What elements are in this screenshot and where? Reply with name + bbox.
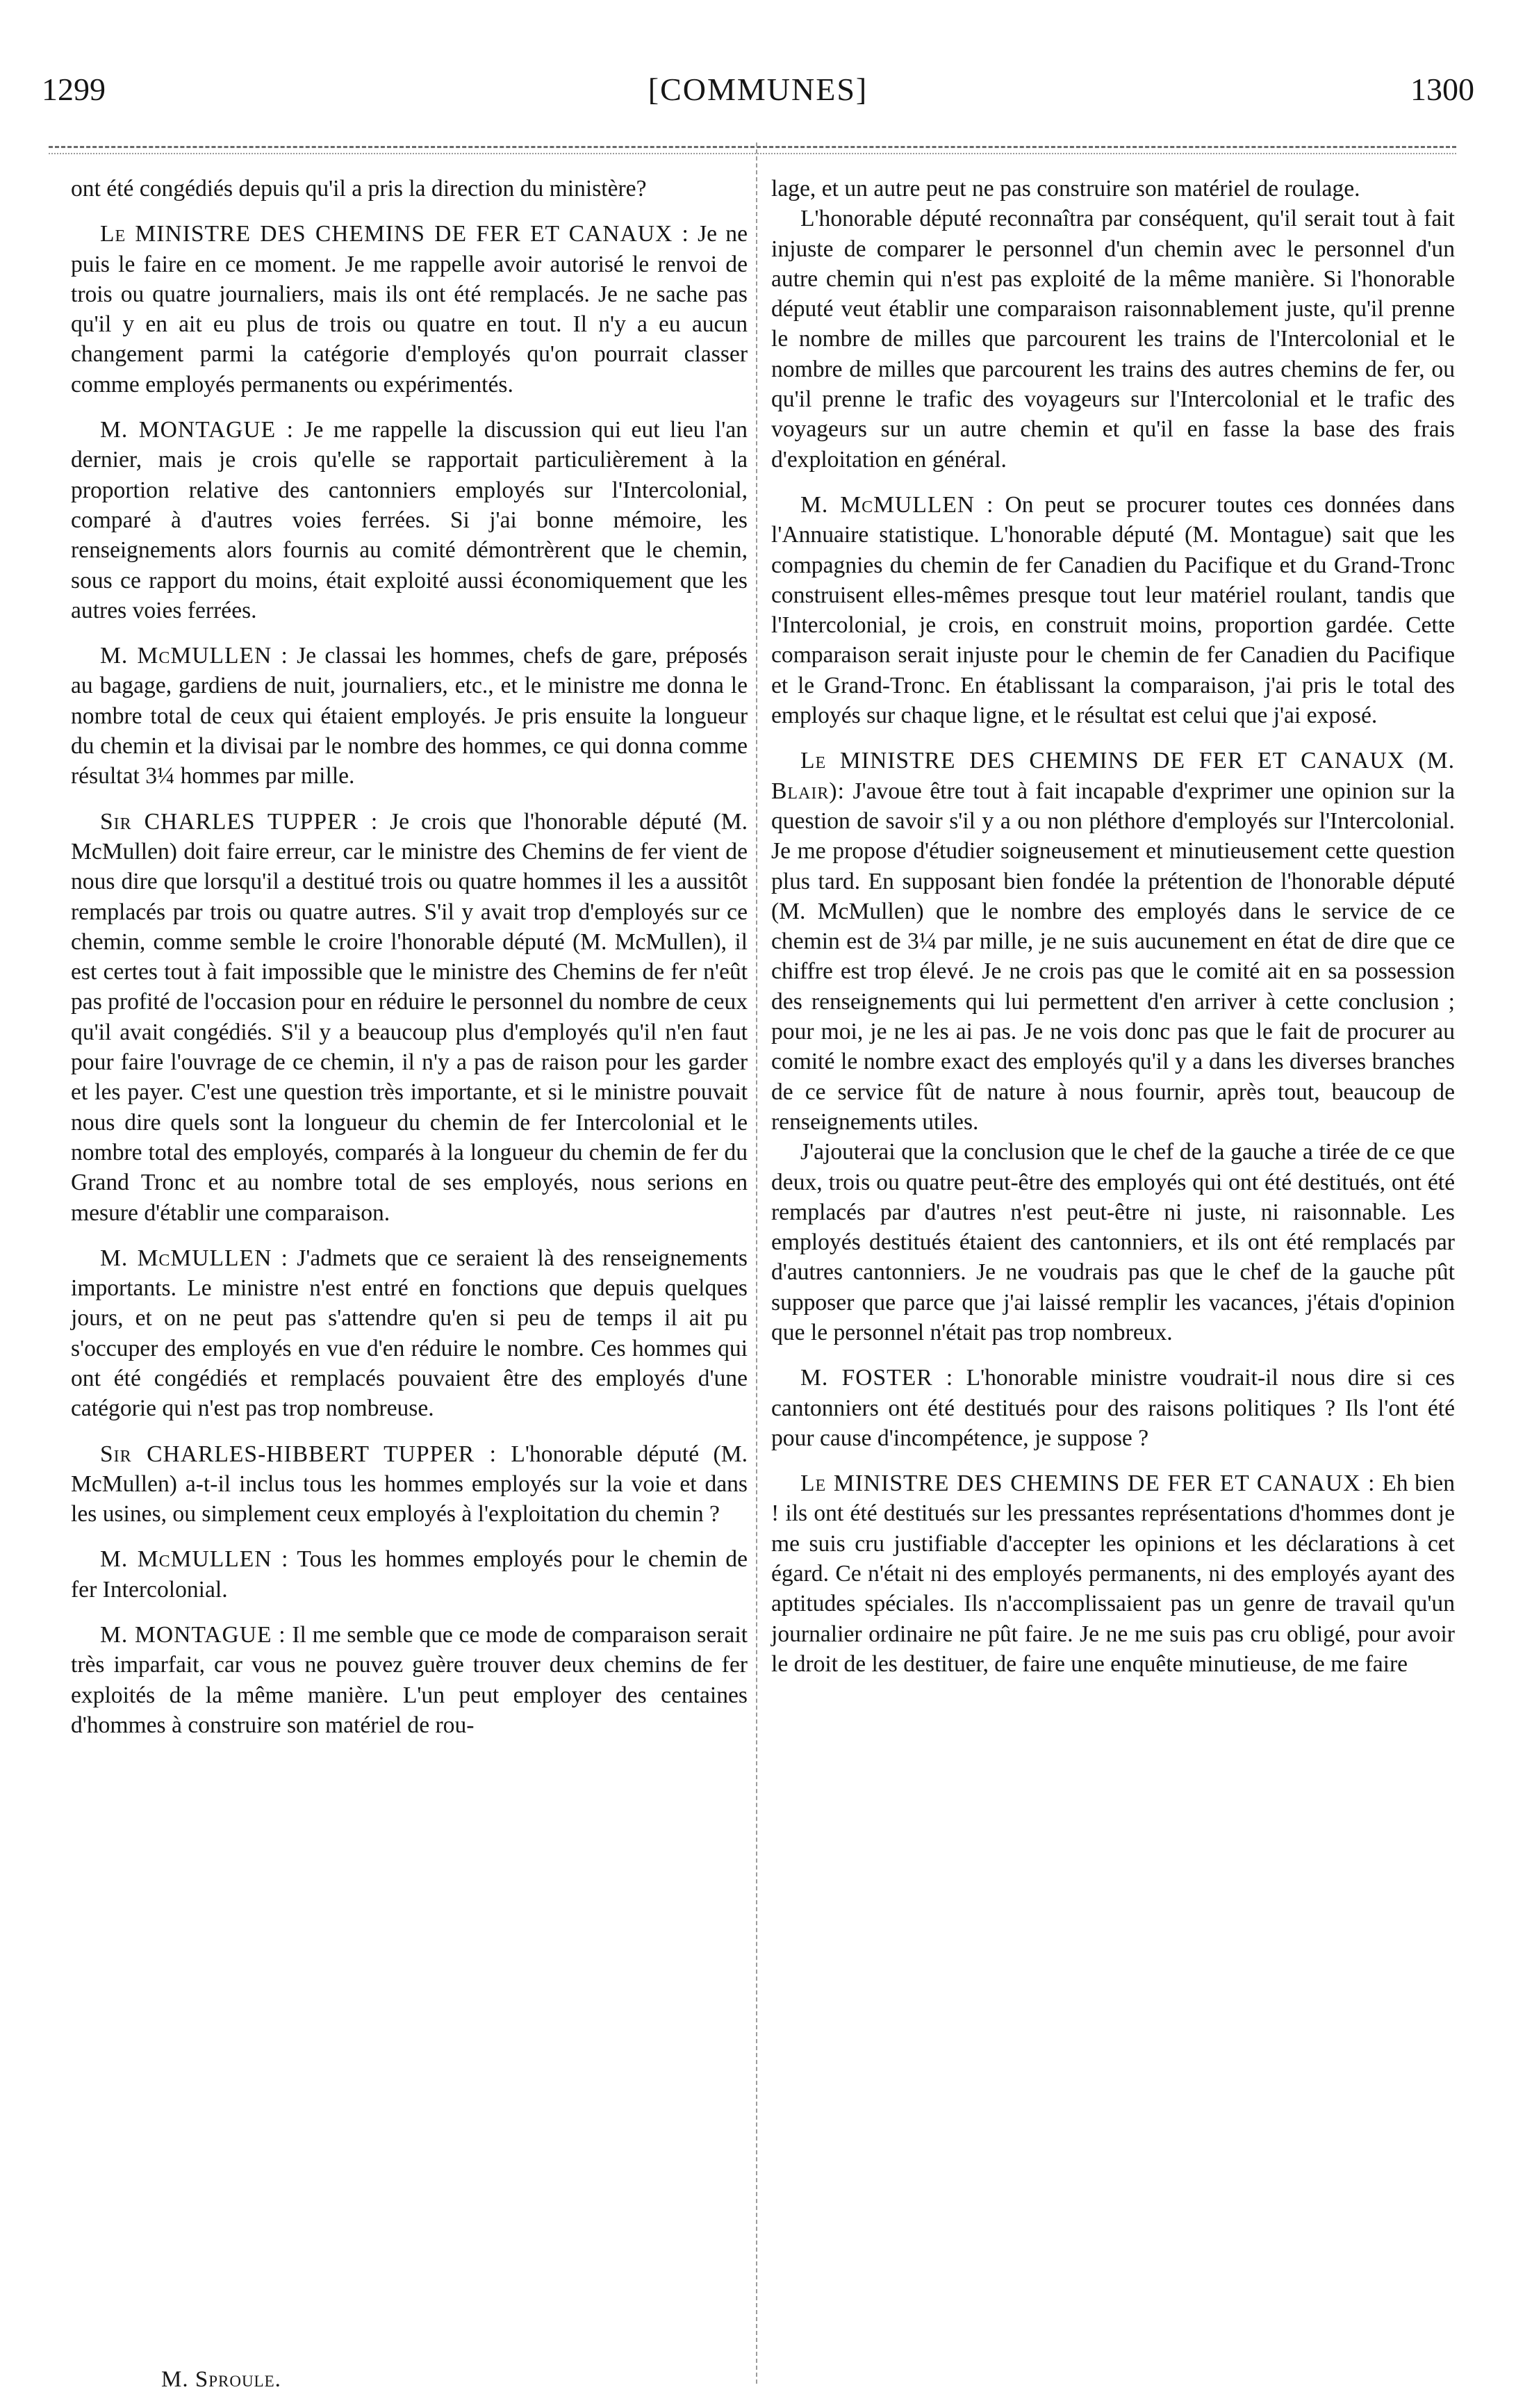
paragraph: M. MONTAGUE : Il me semble que ce mode de comparaison serait très imparfait, car vous ne pouvez guère trouver deux chemins de fer exploités de la même manière. L'un peut employer des centaines d'hommes à construire son matériel de rou- xyxy=(71,1622,748,1738)
speaker-name: M. McMULLEN : xyxy=(100,643,288,669)
paragraph: Sir CHARLES-HIBBERT TUPPER : L'honorable député (M. McMullen) a-t-il inclus tous les hommes employés sur la voie et dans les usines, ou simplement ceux employés à l'exploitation du chemin ? xyxy=(71,1441,748,1527)
speaker-name: M. McMULLEN : xyxy=(800,491,994,518)
speaker-name: M. McMULLEN : xyxy=(100,1245,288,1271)
speaker-name: M. MONTAGUE : xyxy=(100,1622,286,1648)
page-title: [COMMUNES] xyxy=(648,72,868,107)
paragraph: Sir CHARLES TUPPER : Je crois que l'honorable député (M. McMullen) doit faire erreur, car le ministre des Chemins de fer vient de nous dire que lorsqu'il a destitué trois ou quatre hommes il les a aussitôt remplacés par trois ou quatre autres. S'il y avait trop d'employés sur ce chemin, comme semble le croire l'honorable député (M. McMullen), il est certes tout à fait impossible que le ministre des Chemins de fer n'eût pas profité de l'occasion pour en réduire le personnel du nombre de ceux qu'il avait congédiés. S'il y a beaucoup plus d'employés qu'il n'en faut pour faire l'ouvrage de ce chemin, il n'y a pas de raison pour les garder et les payer. C'est une question très importante, et si le ministre pouvait nous dire quels sont la longueur du chemin de fer Intercolonial et le nombre total des employés, comparés à la longueur du chemin de fer du Grand Tronc et au nombre total de ses employés, nous serions en mesure d'établir une comparaison. xyxy=(71,808,748,1226)
right-column xyxy=(771,174,1455,1679)
speaker-name: Le MINISTRE DES CHEMINS DE FER ET CANAUX : xyxy=(800,1471,1376,1497)
paragraph: M. McMULLEN : Tous les hommes employés pour le chemin de fer Intercolonial. xyxy=(71,1546,748,1603)
paragraph: ont été congédiés depuis qu'il a pris la direction du ministère? xyxy=(71,176,647,202)
page-header xyxy=(42,65,1474,114)
paragraph: L'honorable député reconnaîtra par conséquent, qu'il serait tout à fait injuste de comparer le personnel d'un chemin avec le personnel d'un autre chemin qui n'est pas exploité de la même manière. Si l'honorable député veut établir une comparaison raisonnablement juste, qu'il prenne le nombre de milles que parcourent les trains de l'Intercolonial et le nombre de milles que parcourent les trains des autres chemins de fer, ou qu'il prenne le trafic des voyageurs sur l'Intercolonial et le trafic des voyageurs sur un autre chemin et qu'il en fasse la base des frais d'exploitation en général. xyxy=(771,206,1455,473)
header-rule-secondary xyxy=(49,153,1456,154)
paragraph: lage, et un autre peut ne pas construire son matériel de roulage. xyxy=(771,176,1360,202)
speaker-name: Sir CHARLES TUPPER : xyxy=(100,808,379,835)
speaker-name: M. FOSTER : xyxy=(800,1365,954,1391)
paragraph: M. MONTAGUE : Je me rappelle la discussion qui eut lieu l'an dernier, mais je crois qu'elle se rapportait particulièrement à la proportion relative des cantonniers employés sur l'Intercolonial, comparé à d'autres voies ferrées. Si j'ai bonne mémoire, les renseignements alors fournis au comité démontrèrent que le chemin, sous ce rapport du moins, était exploité aussi économiquement que les autres voies ferrées. xyxy=(71,417,748,623)
paragraph: M. McMULLEN : On peut se procurer toutes ces données dans l'Annuaire statistique. L'honorable député (M. Montague) sait que les compagnies du chemin de fer Canadien du Pacifique et du Grand-Tronc construisent elles-mêmes presque tout leur matériel roulant, tandis que l'Intercolonial, je crois, en construit moins, proportion gardée. Cette comparaison serait injuste pour le chemin de fer Canadien du Pacifique et le Grand-Tronc. En établissant la comparaison, j'ai pris le total des employés sur chaque ligne, et le résultat est celui que j'ai exposé. xyxy=(771,491,1455,729)
paragraph: Le MINISTRE DES CHEMINS DE FER ET CANAUX : Eh bien ! ils ont été destitués sur les pressantes représentations d'hommes dont je me suis cru justifiable d'accepter les opinions et les déclarations à cet égard. Ce n'était ni des employés permanents, ni des employés ayant des aptitudes spéciales. Ils n'accomplissaient pas un genre de travail qu'un journalier ordinaire ne pût faire. Je ne me suis pas cru obligé, pour avoir le droit de les destituer, de faire une enquête minutieuse, de me faire xyxy=(771,1471,1455,1677)
paragraph: Le MINISTRE DES CHEMINS DE FER ET CANAUX : Je ne puis le faire en ce moment. Je me rappelle avoir autorisé le renvoi de trois ou quatre journaliers, mais ils ont été remplacés. Je ne sache pas qu'il y en ait eu plus de trois ou quatre en tout. Il n'y a eu aucun changement parmi la catégorie d'employés qu'on pourrait classer comme employés permanents ou expérimentés. xyxy=(71,221,748,398)
page-number-left: 1299 xyxy=(42,72,106,107)
paragraph: M. FOSTER : L'honorable ministre voudrait-il nous dire si ces cantonniers ont été destitués pour des raisons politiques ? Ils l'ont été pour cause d'incompétence, je suppose ? xyxy=(771,1365,1455,1451)
paragraph: J'ajouterai que la conclusion que le chef de la gauche a tirée de ce que deux, trois ou quatre peut-être des employés qui ont été destitués, ont été remplacés par d'autres n'est peut-être ni juste, ni raisonnable. Les employés destitués étaient des cantonniers, et ils ont été remplacés par d'autres cantonniers. Je ne voudrais pas que le chef de la gauche pût supposer que parce que j'ai laissé remplir les vacances, j'étais d'opinion que le personnel n'était pas trop nombreux. xyxy=(771,1139,1455,1345)
speaker-name: Sir CHARLES-HIBBERT TUPPER : xyxy=(100,1441,497,1467)
paragraph: M. McMULLEN : J'admets que ce seraient là des renseignements importants. Le ministre n'est entré en fonctions que depuis quelques jours, et on ne peut pas s'attendre qu'en si peu de temps il ait pu s'occuper des employés en vue d'en réduire le nombre. Ces hommes qui ont été congédiés et remplacés pouvaient être des employés d'une catégorie qui n'est pas trop nombreuse. xyxy=(71,1245,748,1422)
paragraph: Le MINISTRE DES CHEMINS DE FER ET CANAUX (M. Blair): J'avoue être tout à fait incapable d'exprimer une opinion sur la question de savoir s'il y a ou non pléthore d'employés sur l'Intercolonial. Je me propose d'étudier soigneusement et minutieusement cette question plus tard. En supposant bien fondée la prétention de l'honorable député (M. McMullen) que le nombre des employés dans le service de ce chemin est de 3¼ par mille, je ne suis aucunement en état de dire que ce chiffre est trop élevé. Je ne crois pas que le comité ait en sa possession des renseignements qui lui permettent d'en arriver à cette conclusion ; pour moi, je ne les ai pas. Je ne vois donc pas que le fait de procurer au comité le nombre exact des employés qu'il y a dans les diverses branches de ce service fût de nature à nous fournir, après tout, beaucoup de renseignements utiles. xyxy=(771,748,1455,1135)
speaker-name: M. MONTAGUE : xyxy=(100,417,294,443)
left-column xyxy=(71,174,748,1740)
speaker-name: M. McMULLEN : xyxy=(100,1546,289,1573)
header-rule xyxy=(49,146,1456,148)
paragraph: M. McMULLEN : Je classai les hommes, chefs de gare, préposés au bagage, gardiens de nuit, journaliers, etc., et le ministre me donna le nombre total de ceux qui étaient employés. Je pris ensuite la longueur du chemin et la divisai par le nombre des hommes, ce qui donna comme résultat 3¼ hommes par mille. xyxy=(71,643,748,789)
footer-signature: M. Sproule. xyxy=(161,2367,281,2392)
speaker-name: Le MINISTRE DES CHEMINS DE FER ET CANAUX : xyxy=(100,221,689,247)
column-divider xyxy=(756,142,757,2384)
page-number-right: 1300 xyxy=(1410,72,1474,107)
speaker-name: Le MINISTRE DES CHEMINS DE FER ET CANAUX (M. Blair): xyxy=(771,748,1455,804)
